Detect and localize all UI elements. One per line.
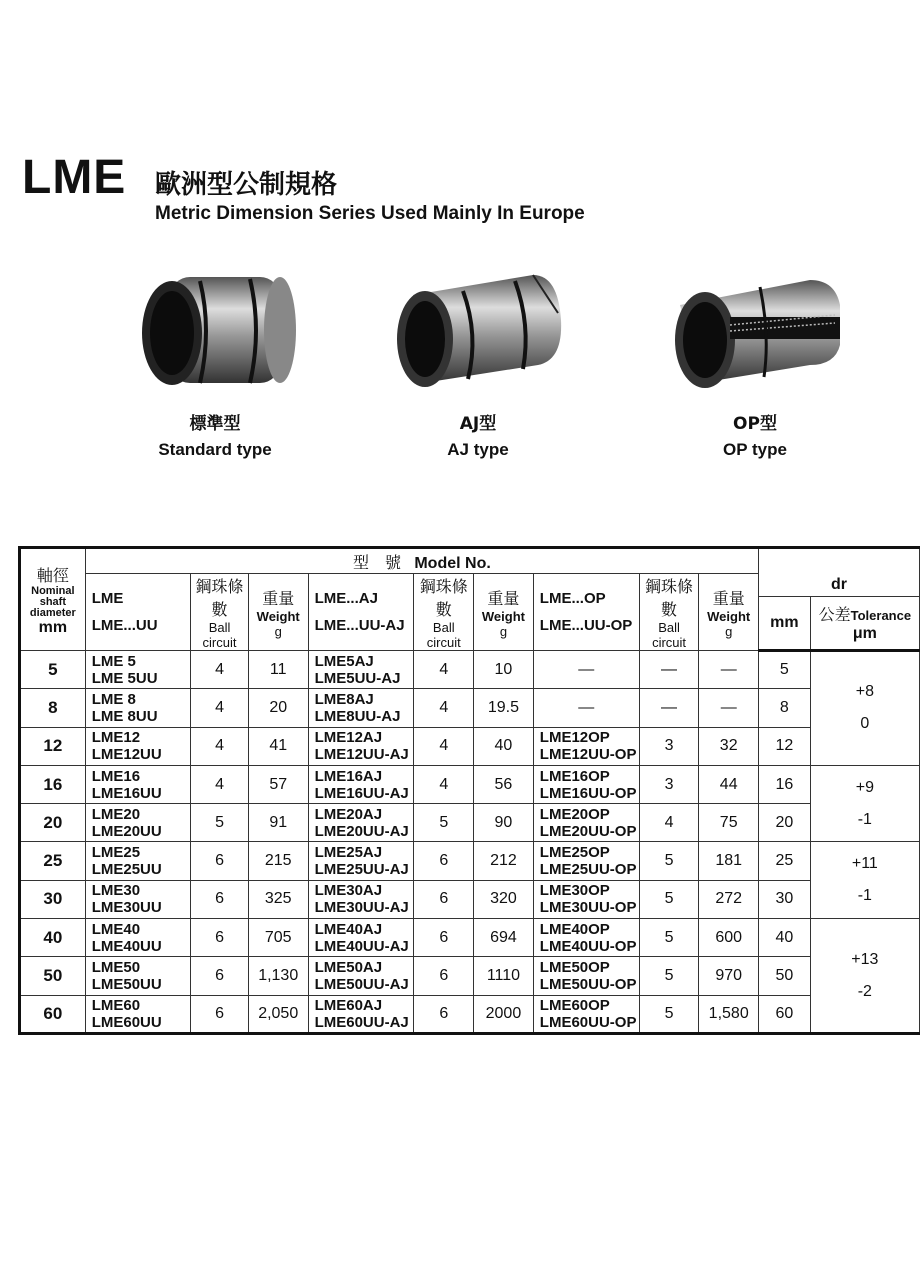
table-row [20, 995, 920, 1033]
weight-header: 重量 Weight g [474, 574, 534, 651]
ball-circuit-cell: 6 [191, 957, 249, 995]
tolerance-upper: +9 [855, 778, 874, 796]
product-label-en: Standard type [158, 440, 272, 459]
weight-cell: 2,050 [248, 995, 308, 1033]
tolerance-upper: +11 [851, 855, 878, 873]
aj-model-cell [308, 765, 414, 803]
ball-circuit-cell: 5 [414, 804, 474, 842]
weight-cell: 694 [474, 919, 534, 957]
model-number: LME12AJ [314, 729, 383, 747]
weight-cell: 56 [474, 765, 534, 803]
model-number: LME25UU-AJ [314, 861, 409, 879]
table-row [20, 765, 920, 803]
tolerance-cell [810, 919, 919, 1034]
op-bushing-image [660, 265, 850, 395]
aj-model-cell [308, 804, 414, 842]
weight-cell: 1,130 [248, 957, 308, 995]
ball-circuit-cell: 6 [414, 957, 474, 995]
weight-cell: 325 [248, 880, 308, 918]
model-number: LME60AJ [314, 996, 383, 1014]
model-number: LME60UU-AJ [314, 1013, 409, 1031]
op-model-cell [533, 880, 639, 918]
ball-circuit-cell: 3 [639, 765, 699, 803]
model-number: LME50UU-OP [539, 976, 637, 994]
model-number: LME20OP [539, 805, 610, 823]
lme-model-cell [85, 651, 191, 689]
shaft-diameter-cell: 50 [20, 957, 86, 995]
tolerance-cell [810, 651, 919, 766]
ball-circuit-cell: 6 [191, 995, 249, 1033]
model-number: LME20 [91, 805, 141, 823]
shaft-diameter-cell: 20 [20, 804, 86, 842]
product-label-cn: AJ型 [459, 414, 497, 434]
dr-mm-cell: 16 [759, 765, 811, 803]
aj-model-cell [308, 919, 414, 957]
lme-model-cell [85, 995, 191, 1033]
aj-model-cell [308, 727, 414, 765]
op-header: LME...OP LME...UU-OP [533, 574, 639, 651]
model-number: LME25UU [91, 861, 162, 879]
page-subtitle: Metric Dimension Series Used Mainly In Europe [155, 203, 585, 224]
model-number: LME60UU-OP [539, 1013, 637, 1031]
ball-circuit-cell: 6 [191, 919, 249, 957]
aj-model-cell [308, 995, 414, 1033]
shaft-diameter-cell: 25 [20, 842, 86, 880]
table-row [20, 880, 920, 918]
op-model-cell [533, 957, 639, 995]
model-number: LME30UU [91, 899, 162, 917]
tolerance-cell [810, 765, 919, 842]
tolerance-cell [810, 842, 919, 919]
ball-circuit-cell: 6 [191, 842, 249, 880]
model-number: LME60 [91, 996, 141, 1014]
lme-model-cell [85, 880, 191, 918]
aj-model-cell [308, 651, 414, 689]
model-number: LME16 [91, 767, 141, 785]
page-title: LME [22, 151, 127, 204]
tolerance-header: 公差Tolerance μm [810, 596, 919, 650]
weight-cell: 57 [248, 765, 308, 803]
model-number: LME25OP [539, 844, 610, 862]
weight-cell: 2000 [474, 995, 534, 1033]
ball-circuit-header: 鋼珠條數 Ball circuit [639, 574, 699, 651]
blank-header [759, 548, 920, 574]
model-number: LME40OP [539, 920, 610, 938]
weight-cell: 215 [248, 842, 308, 880]
table-row [20, 957, 920, 995]
weight-cell: 10 [474, 651, 534, 689]
weight-cell: 212 [474, 842, 534, 880]
table-row [20, 842, 920, 880]
tolerance-lower: -2 [857, 982, 872, 1000]
model-number: LME25UU-OP [539, 861, 637, 879]
spec-table [18, 546, 920, 1035]
shaft-diameter-cell: 8 [20, 689, 86, 727]
aj-bushing-image [383, 265, 573, 395]
page-title-chinese: 歐洲型公制規格 [155, 170, 338, 200]
op-model-cell: — [533, 651, 639, 689]
model-number: LME50UU [91, 976, 162, 994]
dr-mm-cell: 8 [759, 689, 811, 727]
dr-mm-header: mm [759, 596, 811, 650]
weight-cell: — [699, 651, 759, 689]
lme-model-cell [85, 919, 191, 957]
shaft-diameter-cell: 16 [20, 765, 86, 803]
weight-cell: 32 [699, 727, 759, 765]
table-row [20, 804, 920, 842]
weight-cell: 44 [699, 765, 759, 803]
aj-model-cell [308, 842, 414, 880]
weight-cell: 20 [248, 689, 308, 727]
model-number: LME50AJ [314, 959, 383, 977]
model-number: LME 8 [91, 690, 136, 708]
dr-mm-cell: 25 [759, 842, 811, 880]
model-number: LME20AJ [314, 805, 383, 823]
model-number: LME30UU-AJ [314, 899, 409, 917]
ball-circuit-cell: 4 [414, 689, 474, 727]
model-number: LME12UU-AJ [314, 746, 409, 764]
weight-cell: 40 [474, 727, 534, 765]
table-row [20, 919, 920, 957]
ball-circuit-cell: 4 [191, 651, 249, 689]
aj-model-cell [308, 689, 414, 727]
shaft-diameter-cell: 5 [20, 651, 86, 689]
weight-cell: 11 [248, 651, 308, 689]
model-number: LME16OP [539, 767, 610, 785]
op-model-cell [533, 765, 639, 803]
model-number: LME30UU-OP [539, 899, 637, 917]
ball-circuit-cell: 5 [639, 919, 699, 957]
weight-cell: 970 [699, 957, 759, 995]
table-row [20, 651, 920, 689]
model-number: LME8AJ [314, 690, 374, 708]
weight-cell: 181 [699, 842, 759, 880]
op-model-cell [533, 995, 639, 1033]
model-number: LME25 [91, 844, 141, 862]
model-number: LME40UU-AJ [314, 937, 409, 955]
model-number: LME12OP [539, 729, 610, 747]
dr-mm-cell: 60 [759, 995, 811, 1033]
tolerance-upper: +13 [851, 950, 879, 968]
weight-cell: 91 [248, 804, 308, 842]
lme-model-cell [85, 727, 191, 765]
dr-mm-cell: 5 [759, 651, 811, 689]
ball-circuit-cell: 6 [414, 842, 474, 880]
lme-model-cell [85, 804, 191, 842]
ball-circuit-cell: 6 [414, 919, 474, 957]
model-number: LME16AJ [314, 767, 383, 785]
weight-cell: 1,580 [699, 995, 759, 1033]
lme-model-cell [85, 842, 191, 880]
model-no-header: 型 號 Model No. [85, 548, 758, 574]
ball-circuit-cell: 3 [639, 727, 699, 765]
weight-cell: 705 [248, 919, 308, 957]
tolerance-lower: -1 [857, 887, 872, 905]
weight-cell: 19.5 [474, 689, 534, 727]
weight-cell: 1110 [474, 957, 534, 995]
model-number: LME20UU-OP [539, 822, 637, 840]
model-number: LME16UU-AJ [314, 784, 409, 802]
model-number: LME60OP [539, 996, 610, 1014]
weight-cell: 41 [248, 727, 308, 765]
weight-cell: 75 [699, 804, 759, 842]
product-label-en: OP type [723, 440, 787, 459]
aj-model-cell [308, 880, 414, 918]
model-number: LME30 [91, 882, 141, 900]
ball-circuit-cell: 5 [639, 880, 699, 918]
dr-mm-cell: 50 [759, 957, 811, 995]
ball-circuit-cell: 4 [639, 804, 699, 842]
ball-circuit-cell: — [639, 689, 699, 727]
model-number: LME25AJ [314, 844, 383, 862]
ball-circuit-cell: 4 [414, 765, 474, 803]
model-number: LME12UU-OP [539, 746, 637, 764]
op-model-cell [533, 727, 639, 765]
model-number: LME 5UU [91, 669, 158, 687]
weight-cell: 272 [699, 880, 759, 918]
ball-circuit-header: 鋼珠條數 Ball circuit [414, 574, 474, 651]
product-label-cn: 標準型 [189, 414, 241, 434]
shaft-diameter-cell: 30 [20, 880, 86, 918]
dr-header: dr [759, 574, 920, 597]
model-number: LME5UU-AJ [314, 669, 401, 687]
shaft-diameter-cell: 40 [20, 919, 86, 957]
ball-circuit-header: 鋼珠條數 Ball circuit [191, 574, 249, 651]
dr-mm-cell: 40 [759, 919, 811, 957]
model-number: LME50 [91, 959, 141, 977]
ball-circuit-cell: 6 [191, 880, 249, 918]
weight-cell: 90 [474, 804, 534, 842]
tolerance-lower: 0 [860, 715, 870, 733]
weight-cell: 600 [699, 919, 759, 957]
tolerance-lower: -1 [857, 810, 872, 828]
ball-circuit-cell: 4 [191, 765, 249, 803]
op-model-cell [533, 842, 639, 880]
table-row [20, 727, 920, 765]
lme-header: LME LME...UU [85, 574, 191, 651]
shaft-diameter-header: 軸徑 Nominal shaft diameter mm [20, 548, 86, 651]
weight-header: 重量 Weight g [699, 574, 759, 651]
dr-mm-cell: 12 [759, 727, 811, 765]
model-number: LME8UU-AJ [314, 707, 401, 725]
ball-circuit-cell: 4 [414, 727, 474, 765]
model-number: LME30AJ [314, 882, 383, 900]
op-model-cell [533, 919, 639, 957]
model-number: LME 8UU [91, 707, 158, 725]
ball-circuit-cell: 4 [191, 689, 249, 727]
ball-circuit-cell: 5 [639, 995, 699, 1033]
product-op [655, 265, 855, 460]
model-number: LME40 [91, 920, 141, 938]
model-number: LME16UU-OP [539, 784, 637, 802]
model-number: LME20UU-AJ [314, 822, 409, 840]
dr-mm-cell: 30 [759, 880, 811, 918]
model-number: LME12UU [91, 746, 162, 764]
ball-circuit-cell: 5 [639, 842, 699, 880]
aj-model-cell [308, 957, 414, 995]
product-standard [115, 265, 315, 460]
product-aj [378, 265, 578, 460]
model-number: LME20UU [91, 822, 162, 840]
model-number: LME60UU [91, 1013, 162, 1031]
model-number: LME 5 [91, 652, 136, 670]
model-number: LME5AJ [314, 652, 374, 670]
product-label-cn: OP型 [733, 414, 777, 434]
ball-circuit-cell: 4 [414, 651, 474, 689]
weight-header: 重量 Weight g [248, 574, 308, 651]
tolerance-upper: +8 [855, 683, 874, 701]
shaft-diameter-cell: 12 [20, 727, 86, 765]
aj-header: LME...AJ LME...UU-AJ [308, 574, 414, 651]
model-number: LME40UU [91, 937, 162, 955]
ball-circuit-cell: 6 [414, 880, 474, 918]
ball-circuit-cell: 5 [639, 957, 699, 995]
model-number: LME30OP [539, 882, 610, 900]
model-number: LME50UU-AJ [314, 976, 409, 994]
model-number: LME40AJ [314, 920, 383, 938]
dr-mm-cell: 20 [759, 804, 811, 842]
op-model-cell: — [533, 689, 639, 727]
lme-model-cell [85, 957, 191, 995]
model-number: LME50OP [539, 959, 610, 977]
weight-cell: 320 [474, 880, 534, 918]
model-number: LME40UU-OP [539, 937, 637, 955]
table-row [20, 689, 920, 727]
lme-model-cell [85, 765, 191, 803]
ball-circuit-cell: — [639, 651, 699, 689]
standard-bushing-image [130, 265, 300, 395]
ball-circuit-cell: 4 [191, 727, 249, 765]
weight-cell: — [699, 689, 759, 727]
model-number: LME16UU [91, 784, 162, 802]
lme-model-cell [85, 689, 191, 727]
op-model-cell [533, 804, 639, 842]
shaft-diameter-cell: 60 [20, 995, 86, 1033]
product-label-en: AJ type [447, 440, 509, 459]
ball-circuit-cell: 6 [414, 995, 474, 1033]
model-number: LME12 [91, 729, 141, 747]
ball-circuit-cell: 5 [191, 804, 249, 842]
